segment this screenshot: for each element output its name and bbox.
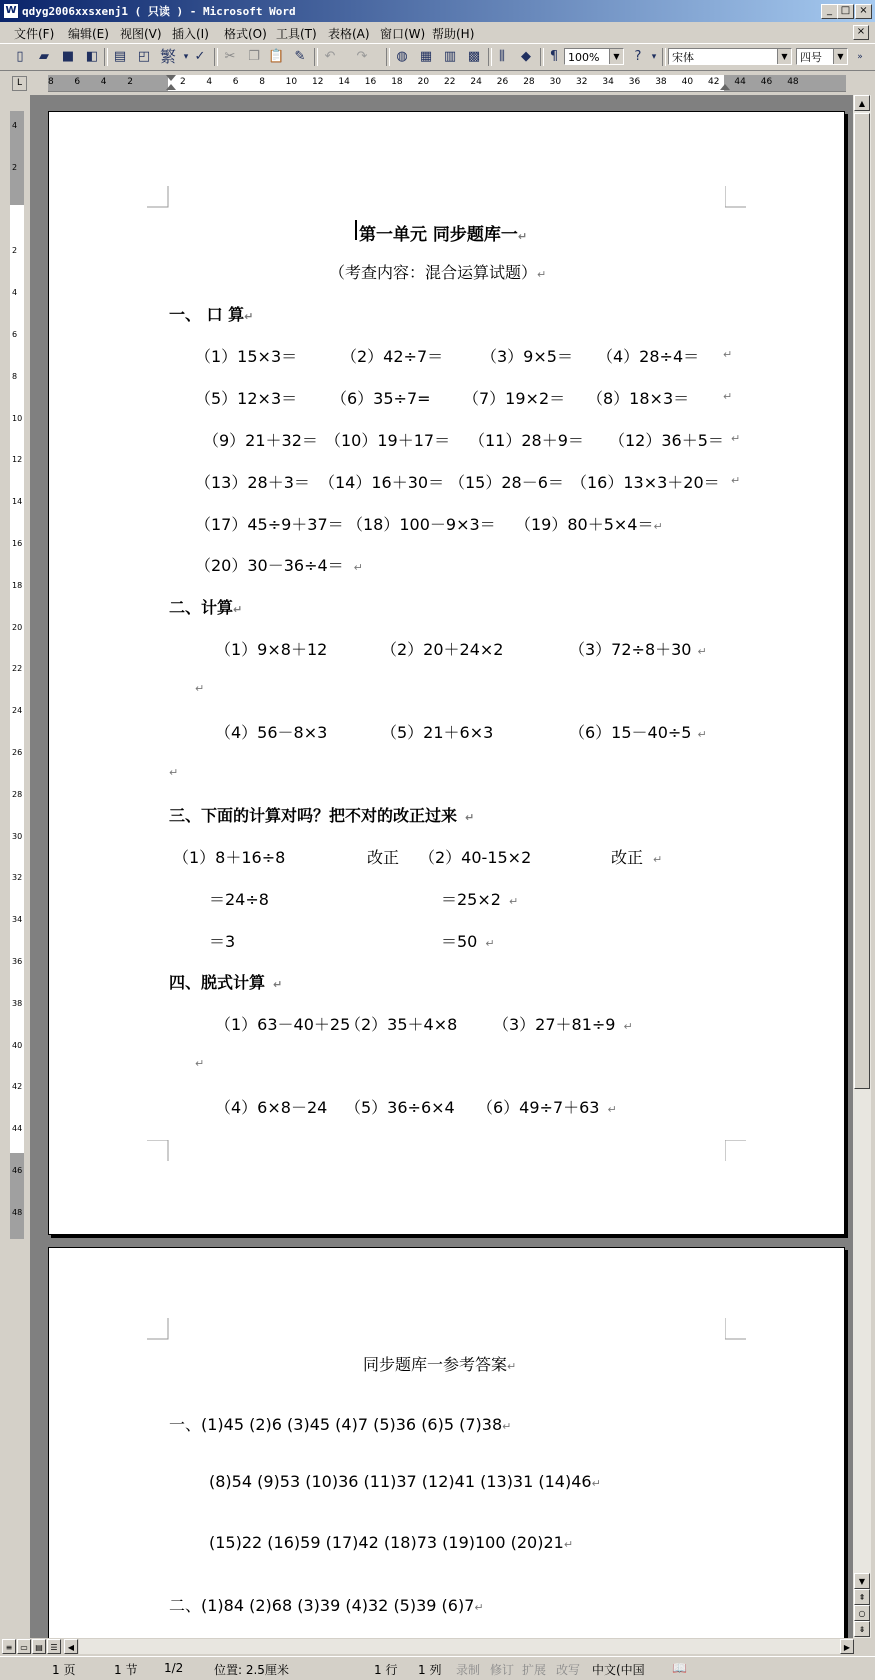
new-document-icon[interactable]: ▯ [16,49,24,64]
calc-row: （2）20＋24×2 [381,640,504,659]
paragraph-mark: ↵ [723,390,733,403]
right-indent-marker[interactable] [720,84,730,90]
ruler-tick-label: 48 [787,77,799,87]
document-close-button[interactable]: × [853,25,869,40]
font-select[interactable] [668,48,792,65]
ruler-tick-label: 16 [364,77,377,87]
document-title: 第一单元 同步题库一↵ [359,225,528,245]
correction-line: ＝24÷8 [209,890,269,909]
hanging-indent-marker[interactable] [166,84,176,90]
menu-tools[interactable]: 工具(T) [276,27,317,41]
question-row: （16）13×3＋20＝ [571,473,720,492]
ruler-tick-label: 38 [655,77,667,87]
ruler-tick-label: 6 [232,77,239,87]
vertical-scrollbar[interactable] [853,95,871,1638]
ruler-tick-label: 8 [259,77,265,87]
horizontal-scroll-bar [0,1638,875,1656]
answer-line: (8)54 (9)53 (10)36 (11)37 (12)41 (13)31 (14)46↵ [209,1472,601,1491]
ruler-tick-label: 28 [523,77,535,87]
question-row: （9）21＋32＝ [203,431,318,450]
zoom-value: 100% [568,51,600,64]
status-record[interactable]: 录制 [456,1663,481,1677]
page-2[interactable] [48,1247,845,1649]
status-bar [0,1656,875,1680]
dropdown-arrow-icon[interactable]: ▾ [183,52,189,62]
question-row: （18）100－9×3＝ [347,515,496,534]
normal-view-button[interactable]: ≡ [2,1639,16,1654]
redo-icon[interactable]: ↷ [356,49,368,64]
vruler-tick-label: 8 [12,371,18,381]
drawing-icon[interactable]: ◆ [521,49,531,64]
help-icon[interactable]: ? [634,49,642,64]
ruler-tick-label: 32 [576,77,588,87]
vruler-tick-label: 12 [12,455,23,465]
ruler-tick-label: 34 [602,77,614,87]
ruler-left-margin [48,75,168,91]
correction-label: 改正 ↵ [611,848,663,867]
status-pages: 1/2 [164,1661,184,1675]
insert-table-icon[interactable]: ▥ [443,49,457,64]
traditional-chinese-button[interactable]: 繁 [159,47,176,66]
question-row: （11）28＋9＝ [469,431,584,450]
question-row: （20）30－36÷4＝ ↵ [195,556,363,575]
font-size-select[interactable] [796,48,848,65]
menu-file[interactable]: 文件(F) [14,27,55,41]
cut-icon[interactable]: ✂ [224,49,236,64]
paragraph-mark: ↵ [731,474,741,487]
copy-icon[interactable]: ❐ [248,49,260,64]
question-row: （13）28＋3＝ [195,473,310,492]
scroll-right-button[interactable]: ▶ [840,1639,854,1654]
paragraph-mark: ↵ [169,766,179,779]
answer-line: 一、(1)45 (2)6 (3)45 (4)7 (5)36 (6)5 (7)38↵ [169,1415,512,1434]
select-browse-object-button[interactable]: ○ [854,1605,870,1621]
question-row: （19）80＋5×4＝↵ [515,515,663,534]
question-row: （6）35÷7= [331,389,431,408]
scroll-left-button[interactable]: ◀ [64,1639,78,1654]
status-track-changes[interactable]: 修订 [490,1663,515,1677]
ruler-tick-label: 14 [338,77,350,87]
menu-view[interactable]: 视图(V) [120,27,162,41]
section-1-heading: 一、 口 算↵ [169,305,254,324]
status-line: 1 行 [374,1663,398,1677]
vruler-tick-label: 34 [12,915,23,925]
status-section: 1 节 [114,1663,138,1677]
calc-row: （3）72÷8＋30 ↵ [569,640,707,659]
vruler-tick-label: 2 [12,162,18,172]
toolbar-separator [314,48,318,66]
paragraph-mark: ↵ [731,432,741,445]
correction-line: ＝25×2 ↵ [441,890,519,909]
stepwise-row: （4）6×8－24 [215,1098,328,1117]
vruler-tick-label: 2 [12,246,18,256]
ruler-tick-label: 26 [496,77,509,87]
vertical-ruler[interactable] [10,111,24,1239]
hyperlink-globe-icon[interactable]: ◍ [396,49,408,64]
window-title: qdyg2006xxsxenj1 ( 只读 ) - Microsoft Word [22,5,296,18]
vruler-tick-label: 42 [12,1082,23,1092]
calc-row: （1）9×8＋12 [215,640,328,659]
scroll-down-button[interactable]: ▼ [854,1573,870,1589]
question-row: （3）9×5＝ [481,347,573,366]
scroll-up-button[interactable]: ▲ [854,95,870,111]
question-row: （1）15×3＝ [195,347,298,366]
crop-mark-bottom-right [725,1140,747,1162]
ruler-tick-label: 22 [444,77,456,87]
menu-window[interactable]: 窗口(W) [380,27,426,41]
menu-insert[interactable]: 插入(I) [172,27,209,41]
horizontal-ruler[interactable] [48,75,846,92]
vruler-tick-label: 38 [12,998,23,1008]
vruler-tick-label: 14 [12,497,23,507]
standard-toolbar [0,43,875,71]
open-folder-icon[interactable]: ▰ [39,49,49,64]
ruler-tick-label: 30 [549,77,562,87]
question-row: （4）28÷4＝ [597,347,700,366]
ruler-tick-label: 36 [628,77,641,87]
vruler-tick-label: 16 [12,539,23,548]
insert-excel-icon[interactable]: ▩ [467,49,481,64]
question-row: （12）36＋5＝ [609,431,724,450]
question-row: （17）45÷9＋37＝ [195,515,344,534]
show-hide-icon[interactable]: ¶ [549,49,559,64]
ruler-tick-label: 10 [285,77,298,87]
close-button[interactable]: × [855,4,872,19]
vruler-tick-label: 32 [12,873,23,883]
first-line-indent-marker[interactable] [166,75,176,81]
toolbar-separator [386,48,390,66]
vruler-tick-label: 46 [12,1166,23,1175]
stepwise-row: （1）63－40＋25 [215,1015,351,1034]
toolbar-separator [662,48,666,66]
crop-mark-top-right [725,1318,747,1340]
question-row: （10）19＋17＝ [325,431,451,450]
answer-line: 二、(1)84 (2)68 (3)39 (4)32 (5)39 (6)7↵ [169,1596,484,1615]
section-4-heading: 四、脱式计算 ↵ [169,973,283,992]
question-row: （7）19×2＝ [463,389,566,408]
vruler-tick-label: 22 [12,664,23,674]
correction-line: （2）40-15×2 [419,848,532,867]
answers-title: 同步题库一参考答案↵ [363,1355,517,1374]
document-subtitle: （考查内容：混合运算试题）↵ [329,263,547,282]
vruler-tick-label: 26 [12,748,23,757]
vruler-tick-label: 28 [12,789,23,799]
ruler-tick-label: 4 [100,77,107,87]
vruler-tick-label: 4 [12,121,18,130]
ruler-tick-label: 2 [127,77,133,87]
print-icon[interactable]: ▤ [113,49,127,64]
ruler-tick-label: 4 [206,77,213,87]
stepwise-row: （3）27＋81÷9 ↵ [493,1015,633,1034]
crop-mark-bottom-left [147,1140,169,1162]
paste-icon[interactable]: 📋 [268,49,285,64]
spelling-status-icon[interactable]: 📖 [672,1661,687,1675]
paragraph-mark: ↵ [195,1057,205,1070]
spelling-check-icon[interactable]: ✓ [194,49,206,64]
minimize-button[interactable]: _ [821,4,838,19]
vruler-tick-label: 6 [12,330,18,339]
ruler-tick-label: 6 [74,77,81,87]
ruler-tick-label: 8 [48,77,54,87]
vruler-tick-label: 30 [12,831,23,841]
toolbar-separator [488,48,492,66]
question-row: （2）42÷7＝ [341,347,444,366]
status-page: 1 页 [52,1663,76,1677]
section-3-heading: 三、下面的计算对吗？把不对的改正过来 ↵ [169,806,475,825]
question-row: （8）18×3＝ [587,389,690,408]
chevron-down-icon[interactable]: ▼ [833,49,847,64]
horizontal-scroll-track[interactable] [79,1639,840,1654]
page-1[interactable] [48,111,845,1235]
vruler-tick-label: 20 [12,622,23,632]
vruler-tick-label: 4 [12,288,18,298]
maximize-button[interactable]: □ [837,4,854,19]
ruler-tick-label: 42 [708,77,720,87]
chevron-down-icon[interactable]: ▼ [777,49,791,64]
web-view-button[interactable]: ▭ [17,1639,31,1654]
stepwise-row: （6）49÷7＋63 ↵ [477,1098,617,1117]
previous-page-button[interactable]: ⇞ [854,1589,870,1605]
vruler-tick-label: 24 [12,706,23,716]
ruler-tick-label: 2 [180,77,186,87]
paragraph-mark: ↵ [723,348,733,361]
correction-label: 改正 [367,848,400,867]
correction-line: ＝3 [209,932,236,951]
vruler-tick-label: 18 [12,580,23,590]
title-bar [0,0,875,22]
menu-help[interactable]: 帮助(H) [432,27,475,41]
status-column: 1 列 [418,1663,442,1677]
permission-icon[interactable]: ◧ [85,49,99,64]
zoom-select[interactable] [564,48,624,65]
ruler-tick-label: 40 [681,77,694,87]
font-value: 宋体 [672,51,694,64]
next-page-button[interactable]: ⇟ [854,1621,870,1637]
ruler-tick-label: 20 [417,77,430,87]
status-extend[interactable]: 扩展 [522,1663,547,1677]
correction-line: ＝50 ↵ [441,932,495,951]
vruler-tick-label: 36 [12,957,23,966]
font-size-value: 四号 [800,51,822,64]
crop-mark-top-left [147,186,169,208]
calc-row: （6）15－40÷5 ↵ [569,723,707,742]
ruler-tick-label: 18 [391,77,403,87]
ruler-tick-label: 12 [312,77,324,87]
tables-borders-icon[interactable]: ▦ [419,49,433,64]
undo-icon[interactable]: ↶ [324,49,336,64]
format-painter-icon[interactable]: ✎ [294,49,306,64]
toolbar-separator [540,48,544,66]
toolbar-more-icon[interactable]: » [857,52,863,62]
answer-line: (15)22 (16)59 (17)42 (18)73 (19)100 (20)21↵ [209,1533,574,1552]
calc-row: （4）56－8×3 [215,723,328,742]
print-view-button[interactable]: ▤ [32,1639,46,1654]
vruler-tick-label: 44 [12,1124,23,1134]
outline-view-button[interactable]: ☰ [47,1639,61,1654]
toolbar-separator [214,48,218,66]
stepwise-row: （5）36÷6×4 [345,1098,455,1117]
question-row: （5）12×3＝ [195,389,298,408]
status-language[interactable]: 中文(中国 [592,1663,645,1677]
correction-line: （1）8＋16÷8 [173,848,286,867]
toolbar-separator [104,48,108,66]
question-row: （14）16＋30＝ [319,473,445,492]
menu-format[interactable]: 格式(O) [224,27,267,41]
paragraph-mark: ↵ [195,682,205,695]
crop-mark-top-right [725,186,747,208]
menu-table[interactable]: 表格(A) [328,27,370,41]
word-app-icon[interactable]: W [3,3,19,19]
vruler-tick-label: 40 [12,1040,23,1050]
document-area[interactable] [30,95,853,1638]
chevron-down-icon[interactable]: ▼ [609,49,623,64]
ruler-tick-label: 44 [734,77,746,87]
menu-bar [0,22,875,42]
stepwise-row: （2）35＋4×8 [345,1015,458,1034]
save-icon[interactable]: ■ [61,49,75,64]
status-position: 位置: 2.5厘米 [214,1663,289,1677]
scroll-thumb[interactable] [854,113,870,1089]
section-2-heading: 二、计算↵ [169,598,243,617]
print-preview-icon[interactable]: ◰ [137,49,151,64]
text-cursor [355,220,357,240]
tab-selector-button[interactable]: L [12,76,27,91]
menu-edit[interactable]: 编辑(E) [68,27,109,41]
ruler-tick-label: 46 [760,77,773,87]
crop-mark-top-left [147,1318,169,1340]
calc-row: （5）21＋6×3 [381,723,494,742]
toolbar-options-icon[interactable]: ▾ [651,52,657,62]
vruler-tick-label: 10 [12,413,23,423]
ruler-tick-label: 24 [470,77,482,87]
question-row: （15）28－6＝ [449,473,564,492]
vruler-tick-label: 48 [12,1207,23,1217]
status-overtype[interactable]: 改写 [556,1663,581,1677]
columns-icon[interactable]: ⫼ [499,49,505,64]
